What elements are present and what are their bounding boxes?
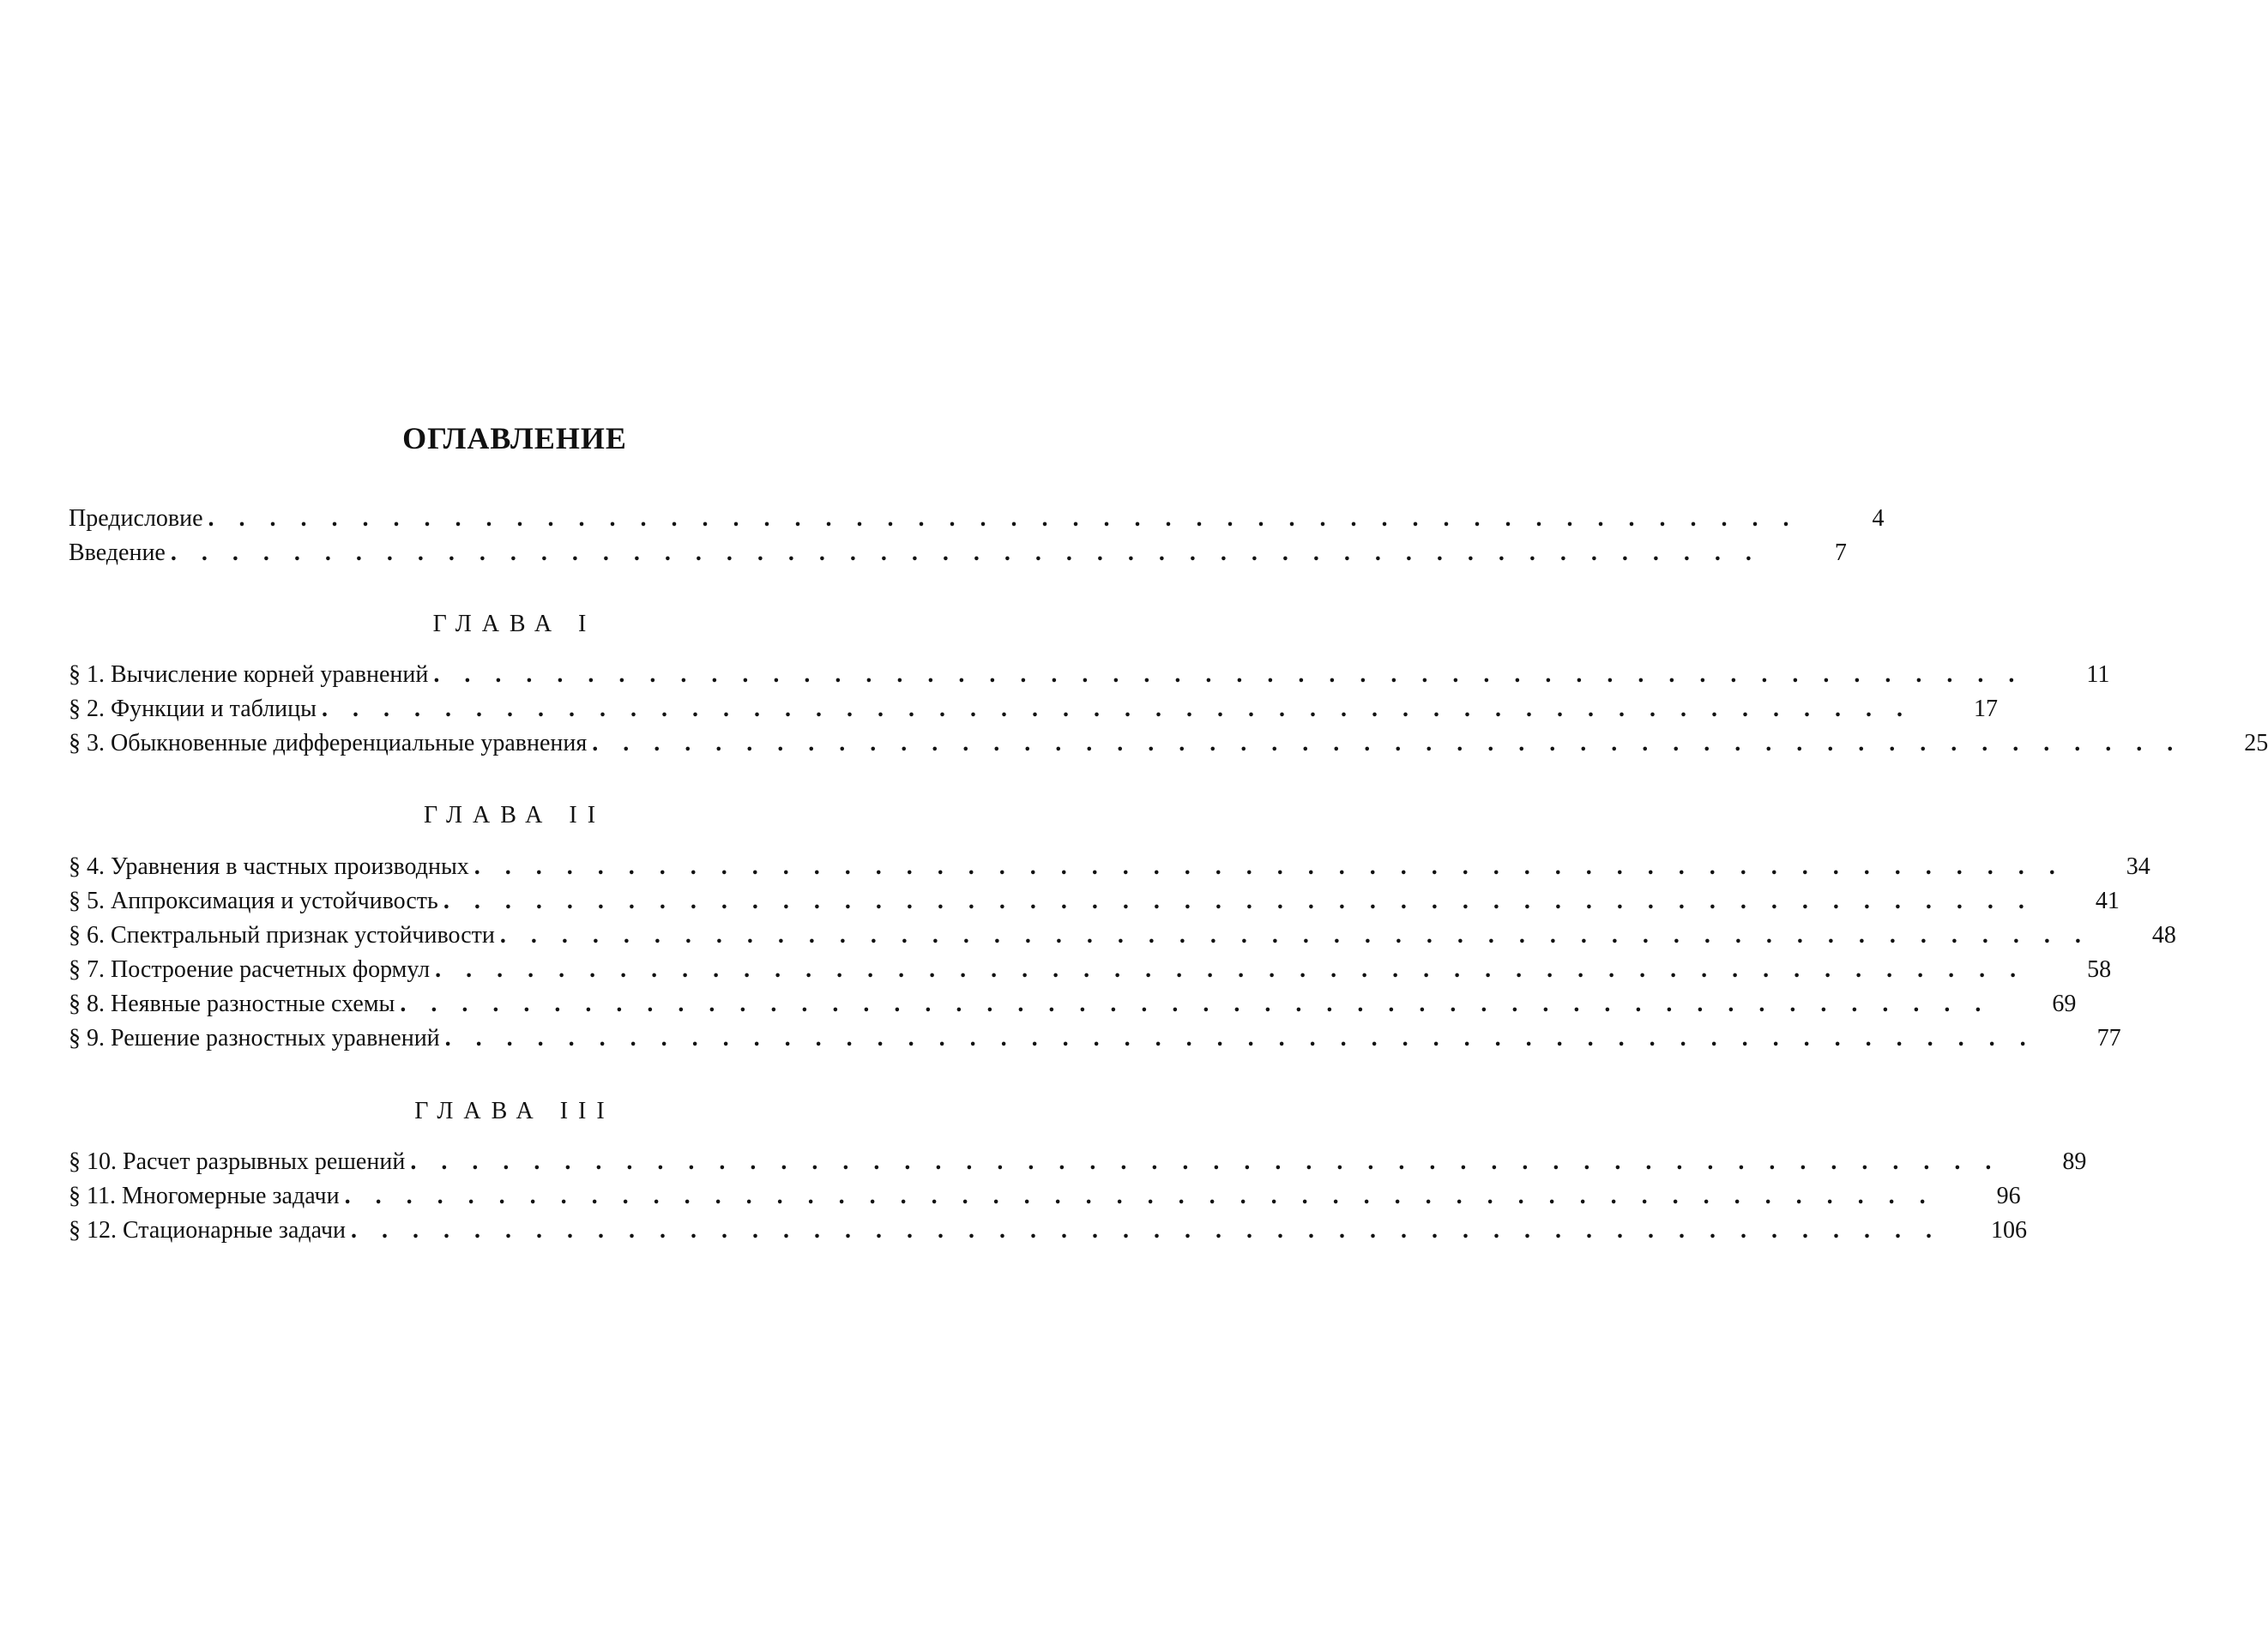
dot-leader: . . . . . . . . . . . . . . . . . . . . . . . . . . . . . . . . . . . . . . . . . . . . . . . . . . . .: [410, 1148, 2001, 1175]
toc-entry-label: § 2. Функции и таблицы: [69, 696, 317, 722]
toc-entry-section-7: [69, 950, 2112, 985]
toc-entry-section-3: [69, 724, 2268, 758]
chapter-heading-3: ГЛАВА III: [414, 1098, 615, 1124]
toc-entry-label: § 1. Вычисление корней уравнений: [69, 661, 429, 688]
toc-entry-section-1: [69, 655, 2110, 690]
toc-entry-section-11: [69, 1177, 2021, 1211]
dot-leader: . . . . . . . . . . . . . . . . . . . . . . . . . . . . . . . . . . . . . . . . . . . . . . . . . . . .: [208, 505, 1799, 532]
dot-leader: . . . . . . . . . . . . . . . . . . . . . . . . . . . . . . . . . . . . . . . . . . . . . . . . . . . .: [170, 539, 1761, 566]
dot-leader: . . . . . . . . . . . . . . . . . . . . . . . . . . . . . . . . . . . . . . . . . . . . . . . . . . . .: [433, 661, 2024, 688]
toc-entry-section-6: [69, 916, 2176, 950]
dot-leader: . . . . . . . . . . . . . . . . . . . . . . . . . . . . . . . . . . . . . . . . . . . . . . . . . . . .: [321, 696, 1912, 722]
dot-leader: . . . . . . . . . . . . . . . . . . . . . . . . . . . . . . . . . . . . . . . . . . . . . . . . . . . .: [592, 730, 2183, 756]
dot-leader: . . . . . . . . . . . . . . . . . . . . . . . . . . . . . . . . . . . . . . . . . . . . . . . . . . . .: [443, 888, 2034, 914]
dot-leader: . . . . . . . . . . . . . . . . . . . . . . . . . . . . . . . . . . . . . . . . . . . . . . . . . . . .: [444, 1025, 2036, 1051]
chapter-heading-2: ГЛАВА II: [423, 802, 606, 829]
toc-entry-section-12: [69, 1211, 2028, 1245]
toc-entry-section-8: [69, 985, 2077, 1019]
dot-leader: . . . . . . . . . . . . . . . . . . . . . . . . . . . . . . . . . . . . . . . . . . . . . . . . . . . .: [499, 922, 2090, 949]
toc-entry-page: 48: [2151, 922, 2176, 949]
toc-entry-label: § 3. Обыкновенные дифференциальные уравнения: [69, 730, 588, 756]
toc-entry-preface: [69, 499, 1885, 533]
toc-entry-page: 89: [2062, 1148, 2087, 1175]
toc-entry-label: § 6. Спектральный признак устойчивости: [69, 922, 495, 949]
toc-entry-page: 58: [2087, 956, 2112, 983]
toc-entry-label: § 7. Построение расчетных формул: [69, 956, 431, 983]
toc-entry-page: 34: [2126, 853, 2150, 880]
toc-entry-section-4: [69, 847, 2150, 882]
dot-leader: . . . . . . . . . . . . . . . . . . . . . . . . . . . . . . . . . . . . . . . . . . . . . . . . . . . .: [400, 991, 1991, 1017]
toc-entry-page: 11: [2086, 661, 2110, 688]
toc-entry-label: § 4. Уравнения в частных производных: [69, 853, 469, 880]
dot-leader: . . . . . . . . . . . . . . . . . . . . . . . . . . . . . . . . . . . . . . . . . . . . . . . . . . . .: [344, 1183, 1935, 1209]
toc-entry-page: 41: [2095, 888, 2120, 914]
toc-entry-page: 106: [1991, 1217, 2028, 1244]
toc-entry-section-10: [69, 1142, 2087, 1177]
toc-entry-page: 77: [2096, 1025, 2121, 1051]
toc-entry-label: Введение: [69, 539, 166, 566]
toc-entry-page: 7: [1834, 539, 1847, 566]
toc-entry-page: 4: [1872, 505, 1885, 532]
toc-entry-page: 69: [2052, 991, 2077, 1017]
toc-entry-introduction: [69, 533, 1847, 568]
chapter-heading-1: ГЛАВА I: [432, 611, 597, 637]
toc-entry-section-5: [69, 882, 2120, 916]
toc-entry-section-9: [69, 1019, 2121, 1053]
toc-entry-label: § 11. Многомерные задачи: [69, 1183, 340, 1209]
toc-entry-page: 25: [2244, 730, 2268, 756]
toc-entry-label: Предисловие: [69, 505, 203, 532]
toc-entry-label: § 5. Аппроксимация и устойчивость: [69, 888, 438, 914]
dot-leader: . . . . . . . . . . . . . . . . . . . . . . . . . . . . . . . . . . . . . . . . . . . . . . . . . . . .: [474, 853, 2065, 880]
toc-entry-label: § 9. Решение разностных уравнений: [69, 1025, 440, 1051]
dot-leader: . . . . . . . . . . . . . . . . . . . . . . . . . . . . . . . . . . . . . . . . . . . . . . . . . . . .: [351, 1217, 1942, 1244]
page-title: ОГЛАВЛЕНИЕ: [402, 421, 627, 455]
dot-leader: . . . . . . . . . . . . . . . . . . . . . . . . . . . . . . . . . . . . . . . . . . . . . . . . . . . .: [435, 956, 2026, 983]
toc-entry-label: § 12. Стационарные задачи: [69, 1217, 347, 1244]
toc-entry-label: § 10. Расчет разрывных решений: [69, 1148, 406, 1175]
toc-entry-page: 96: [1996, 1183, 2021, 1209]
toc-entry-label: § 8. Неявные разностные схемы: [69, 991, 395, 1017]
toc-entry-section-2: [69, 690, 1998, 724]
toc-entry-page: 17: [1973, 696, 1998, 722]
